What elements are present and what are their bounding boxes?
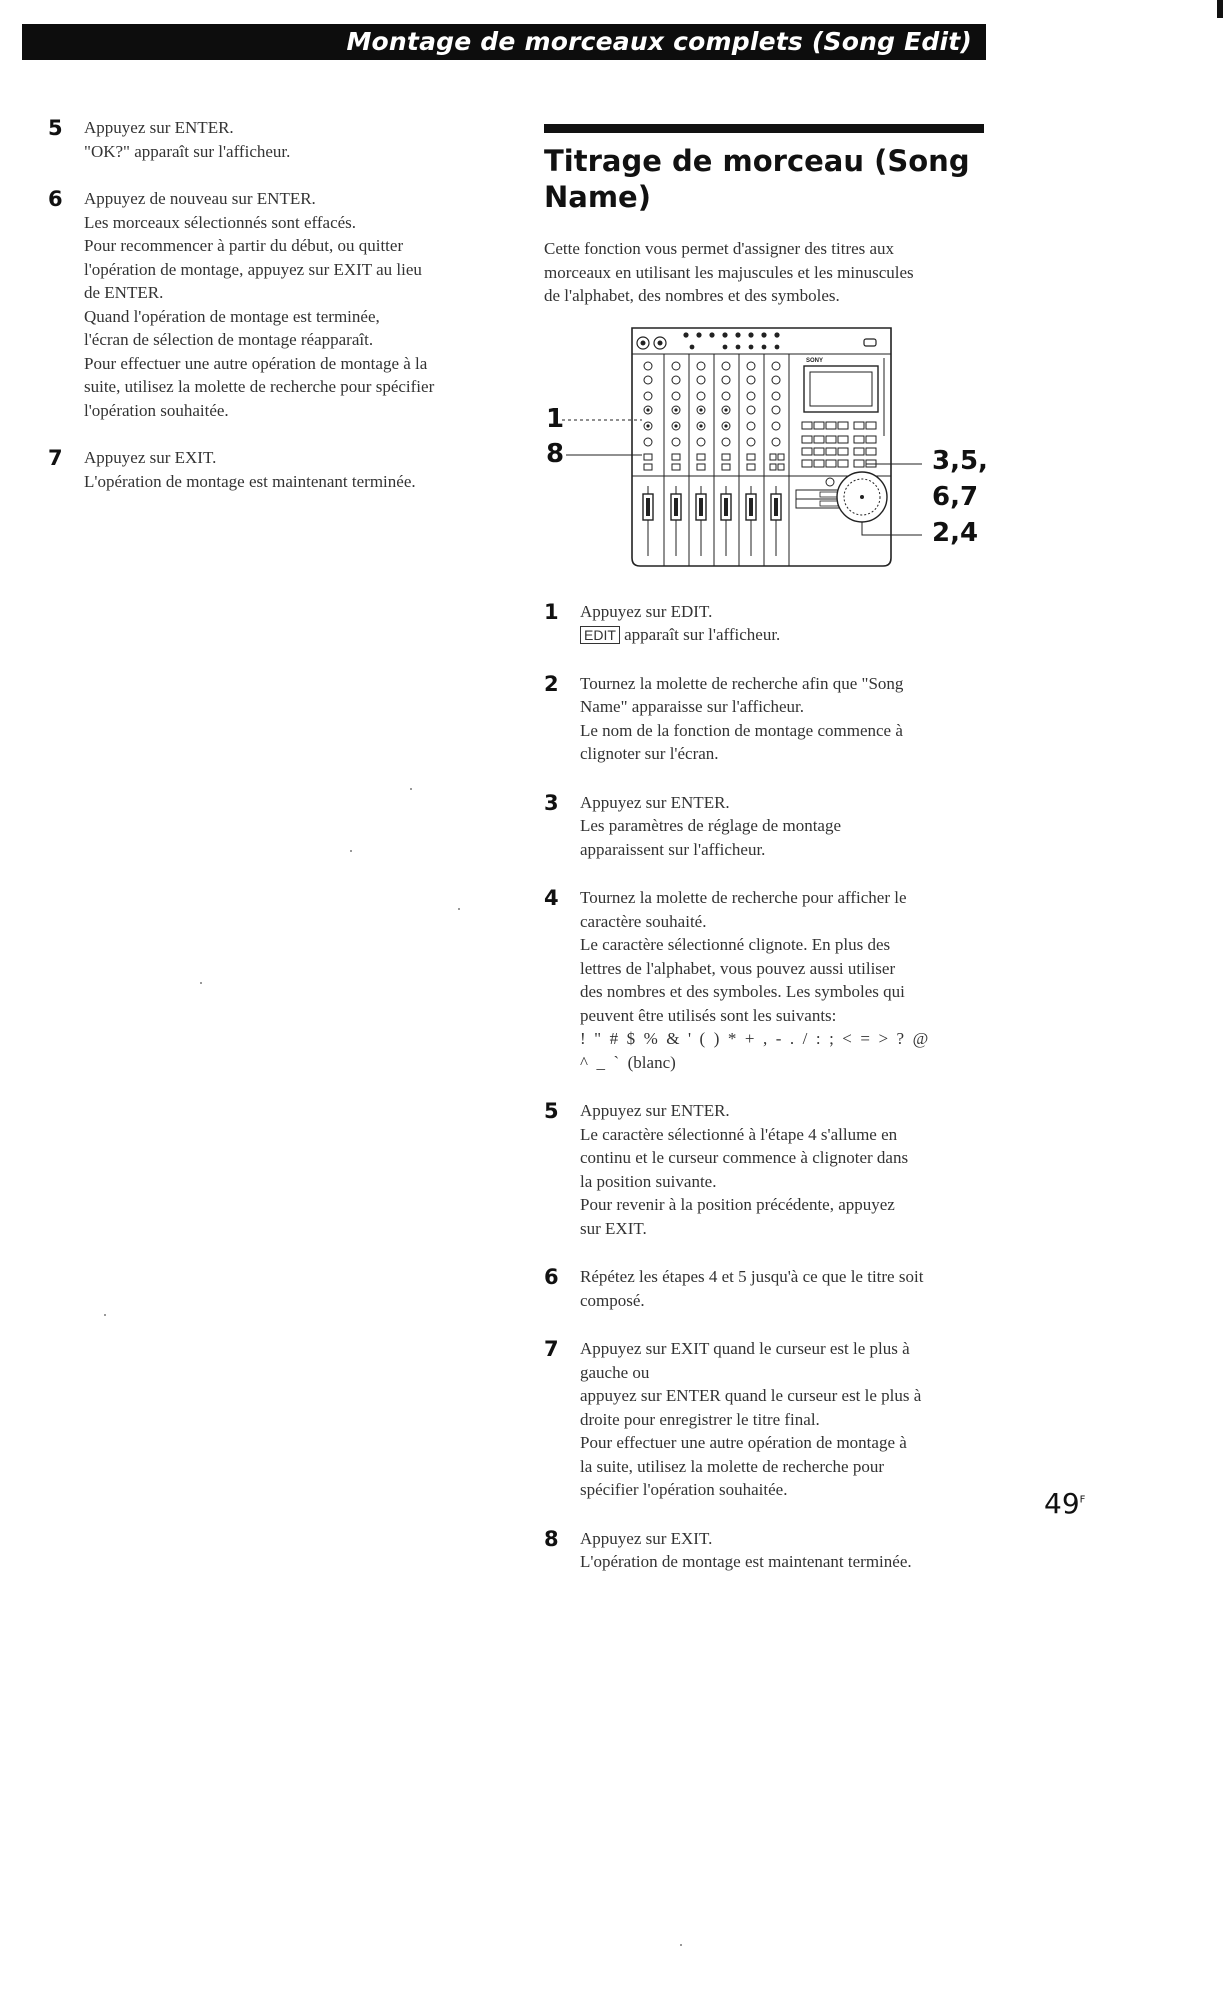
left-column (48, 116, 508, 517)
step-line: Appuyez sur ENTER. (84, 118, 234, 137)
callout-2-4: 2,4 (932, 517, 979, 548)
step-line: Pour effectuer une autre opération de montage à la (84, 353, 428, 373)
page-number (1044, 1487, 1085, 1520)
step-line: Quand l'opération de montage est terminée, (84, 306, 380, 326)
step-line: Appuyez sur EDIT. (580, 601, 713, 621)
section-title (544, 143, 984, 215)
right-step-5 (544, 1099, 984, 1240)
mixer-illustration (544, 326, 984, 576)
edit-indicator: EDIT (580, 626, 620, 644)
page-number-suffix: F (1079, 1494, 1086, 1506)
step-line: Appuyez sur ENTER. (580, 792, 730, 812)
header-title: Montage de morceaux complets (Song Edit) (346, 27, 972, 56)
symbol-line: ^ _ ` (blanc) (580, 1052, 676, 1072)
step-number: 5 (544, 1099, 559, 1123)
step-number: 4 (544, 886, 559, 910)
step-line: continu et le curseur commence à clignoter dans (580, 1148, 909, 1167)
step-line: caractère souhaité. (580, 911, 707, 931)
step-line: lettres de l'alphabet, vous pouvez aussi utiliser (580, 958, 896, 978)
step-number: 6 (544, 1265, 559, 1289)
step-line: la position suivante. (580, 1171, 717, 1191)
step-line: la suite, utilisez la molette de recherche pour (580, 1456, 884, 1476)
right-step-6 (544, 1265, 984, 1312)
step-line: clignoter sur l'écran. (580, 744, 719, 763)
header-bar (22, 24, 986, 60)
step-line: l'opération de montage, appuyez sur EXIT au lieu (84, 259, 422, 279)
step-line: Pour recommencer à partir du début, ou quitter (84, 236, 404, 255)
right-steps (544, 600, 984, 1574)
step-line: peuvent être utilisés sont les suivants: (580, 1005, 837, 1025)
callout-6-7: 6,7 (932, 481, 979, 512)
step-line: appuyez sur ENTER quand le curseur est le plus à (580, 1386, 922, 1405)
left-step-5 (48, 116, 508, 163)
callout-3-5: 3,5, (932, 445, 988, 476)
section-intro (544, 237, 984, 308)
step-line: de ENTER. (84, 283, 164, 302)
step-line: Pour effectuer une autre opération de montage à (580, 1433, 907, 1452)
right-column (544, 124, 988, 1599)
step-line: l'opération souhaitée. (84, 400, 229, 420)
step-number: 2 (544, 671, 559, 696)
step-line: L'opération de montage est maintenant terminée. (580, 1552, 912, 1571)
step-line: composé. (580, 1290, 645, 1310)
step-line: Appuyez sur ENTER. (580, 1101, 730, 1120)
right-step-2 (544, 672, 984, 766)
right-step-3 (544, 791, 984, 862)
section-title-line: Name) (544, 180, 651, 214)
symbol-line: ! " # $ % & ' ( ) * + , - . / : ; < = > ? @ (580, 1029, 929, 1048)
step-line: Le caractère sélectionné clignote. En plus des (580, 935, 891, 954)
step-line: Appuyez sur EXIT. (580, 1528, 713, 1548)
step-line: Name" apparaisse sur l'afficheur. (580, 697, 804, 716)
step-line: Appuyez sur EXIT. (84, 448, 217, 467)
page-number-value: 49 (1044, 1487, 1080, 1520)
step-number: 8 (544, 1526, 559, 1551)
scan-speck (200, 982, 202, 984)
step-number: 3 (544, 790, 559, 815)
svg-text:SONY: SONY (806, 357, 824, 364)
step-line: Appuyez sur EXIT quand le curseur est le plus à (580, 1339, 910, 1358)
intro-line: de l'alphabet, des nombres et des symboles. (544, 286, 840, 305)
step-line: Les morceaux sélectionnés sont effacés. (84, 212, 357, 232)
step-number: 6 (48, 187, 63, 211)
step-line: gauche ou (580, 1362, 650, 1382)
step-line: suite, utilisez la molette de recherche pour spécifier (84, 377, 435, 396)
section-rule (544, 124, 984, 133)
step-line: l'écran de sélection de montage réapparaît. (84, 330, 374, 349)
step-line (580, 623, 984, 647)
step-number: 7 (544, 1337, 559, 1361)
step-line: Le caractère sélectionné à l'étape 4 s'allume en (580, 1124, 898, 1144)
intro-line: morceaux en utilisant les majuscules et les minuscules (544, 262, 914, 282)
left-step-6 (48, 187, 508, 422)
step-line: Tournez la molette de recherche pour afficher le (580, 888, 907, 907)
intro-line: Cette fonction vous permet d'assigner des titres aux (544, 239, 895, 258)
step-line-suffix: apparaît sur l'afficheur. (619, 625, 781, 644)
scan-speck (410, 788, 412, 790)
scan-speck (458, 908, 460, 910)
step-line: Les paramètres de réglage de montage (580, 816, 842, 835)
scan-speck (350, 850, 352, 852)
step-number: 1 (544, 599, 559, 624)
step-line: spécifier l'opération souhaitée. (580, 1480, 788, 1499)
step-line: sur EXIT. (580, 1218, 647, 1238)
step-line: Tournez la molette de recherche afin que "Song (580, 673, 904, 693)
left-step-7 (48, 446, 508, 493)
right-step-8 (544, 1527, 984, 1574)
step-line: Appuyez de nouveau sur ENTER. (84, 189, 316, 208)
step-line: Répétez les étapes 4 et 5 jusqu'à ce que le titre soit (580, 1267, 924, 1286)
step-line: Le nom de la fonction de montage commence à (580, 720, 903, 740)
step-line: droite pour enregistrer le titre final. (580, 1409, 820, 1429)
scan-speck (680, 1944, 682, 1946)
step-number: 5 (48, 116, 63, 140)
corner-mark (1217, 0, 1223, 18)
step-line: des nombres et des symboles. Les symboles qui (580, 982, 905, 1001)
scan-speck (104, 1314, 106, 1316)
section-title-line: Titrage de morceau (Song (544, 144, 970, 178)
device-diagram (544, 326, 988, 576)
step-line: apparaissent sur l'afficheur. (580, 839, 766, 859)
right-step-1 (544, 600, 984, 647)
callout-1: 1 (546, 403, 565, 434)
step-number: 7 (48, 446, 63, 470)
step-line: L'opération de montage est maintenant terminée. (84, 471, 416, 491)
right-step-4 (544, 886, 984, 1074)
step-line: Pour revenir à la position précédente, appuyez (580, 1195, 895, 1214)
right-step-7 (544, 1337, 984, 1502)
step-line: "OK?" apparaît sur l'afficheur. (84, 141, 291, 161)
callout-8: 8 (546, 438, 565, 469)
